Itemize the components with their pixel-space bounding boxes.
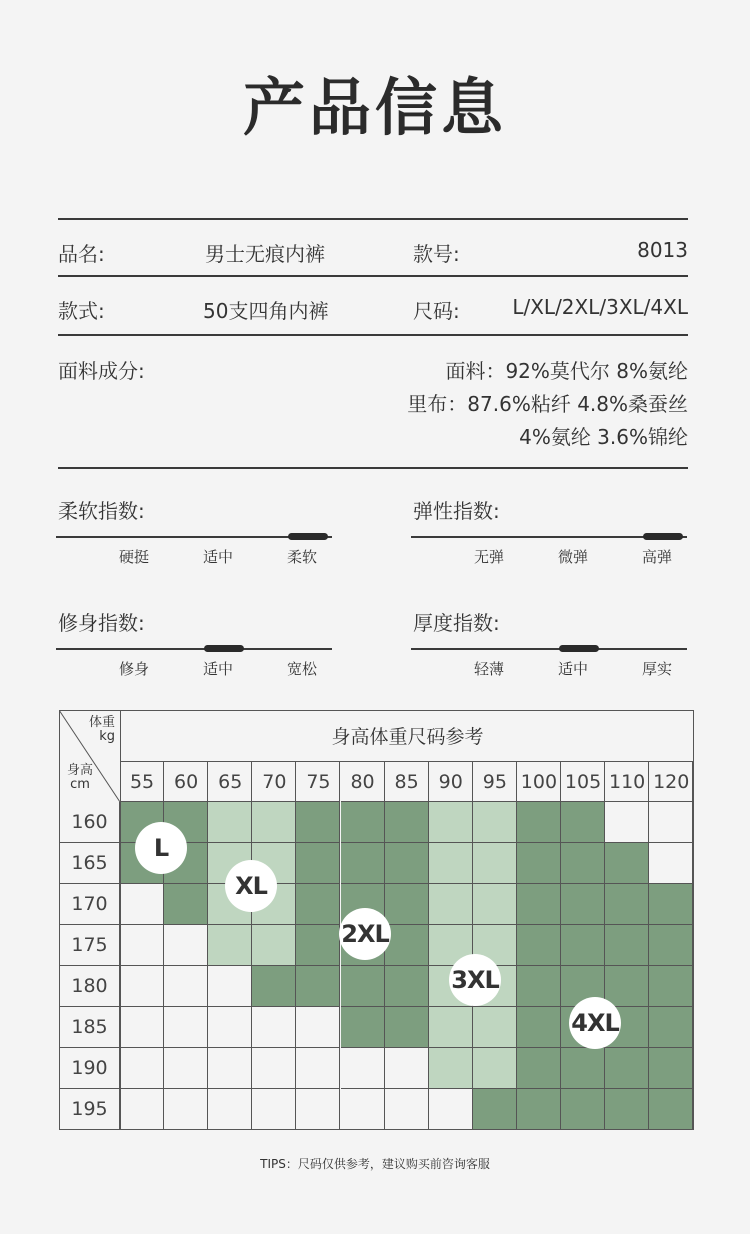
weight-header-label: 85 [394,771,419,793]
size-cell [517,1048,561,1089]
divider [58,334,688,336]
size-table-title: 身高体重尺码参考 [120,710,694,762]
size-cell [605,1089,649,1130]
size-cell [385,1007,429,1048]
size-cell [296,802,340,843]
size-cell [341,966,385,1007]
index-title: 修身指数: [58,611,145,635]
index-tick-label: 适中 [202,548,233,566]
size-cell [473,802,517,843]
size-cell [120,884,164,925]
size-cell [429,1089,473,1130]
size-cell [517,884,561,925]
index-tick-label: 适中 [202,660,233,678]
index-tick-label: 厚实 [641,660,672,678]
size-cell [517,843,561,884]
height-header-label: 160 [71,811,108,833]
size-cell [296,1048,340,1089]
size-cell [429,1007,473,1048]
model-label: 款号: [413,242,460,266]
size-cell [473,1007,517,1048]
size-cell [252,1007,296,1048]
size-cell [341,1048,385,1089]
index-tick-label: 无弹 [473,548,504,566]
size-cell [164,1089,208,1130]
index-indicator [643,533,683,540]
size-badge: XL [225,860,277,912]
tips-text: TIPS：尺码仅供参考，建议购买前咨询客服 [260,1157,490,1171]
size-cell [208,1007,252,1048]
size-cell [517,802,561,843]
name-label: 品名: [58,242,105,266]
weight-header-label: 100 [520,771,558,793]
weight-header-label: 120 [653,771,690,793]
index-tick-label: 硬挺 [118,548,149,566]
index-indicator [204,645,244,652]
size-cell [605,802,649,843]
size-cell [296,1007,340,1048]
fabric-line: 面料：92%莫代尔 8%氨纶 [445,359,688,383]
size-value: L/XL/2XL/3XL/4XL [512,295,688,319]
size-cell [605,884,649,925]
divider [58,275,688,277]
size-cell [120,1089,164,1130]
weight-unit: kg [99,729,115,744]
model-value: 8013 [637,238,688,262]
size-cell [517,1089,561,1130]
weight-header-label: 75 [306,771,331,793]
size-cell [473,884,517,925]
index-tick-label: 修身 [118,660,149,678]
size-cell [341,802,385,843]
index-tick-label: 轻薄 [473,660,504,678]
index-indicator [288,533,328,540]
size-cell [517,1007,561,1048]
size-cell [252,802,296,843]
size-cell [385,884,429,925]
height-header-label: 170 [71,893,108,915]
size-cell [120,1048,164,1089]
weight-header-label: 90 [438,771,463,793]
height-header-label: 185 [71,1016,108,1038]
size-cell [385,925,429,966]
height-header-label: 180 [71,975,108,997]
size-chart [59,710,694,1130]
size-cell [164,884,208,925]
size-cell [296,884,340,925]
size-cell [296,843,340,884]
size-cell [429,884,473,925]
height-unit: cm [70,777,90,792]
size-cell [385,843,429,884]
size-cell [649,843,693,884]
page-title: 产品信息 [242,71,507,144]
size-cell [296,966,340,1007]
size-cell [561,925,605,966]
index-indicator [559,645,599,652]
size-cell [561,884,605,925]
index-tick-label: 柔软 [286,548,317,566]
size-cell [561,802,605,843]
size-cell [385,1048,429,1089]
size-cell [385,1089,429,1130]
size-cell [561,843,605,884]
index-tick-label: 适中 [557,660,588,678]
size-cell [252,1089,296,1130]
size-cell [605,1048,649,1089]
size-cell [429,843,473,884]
size-cell [208,802,252,843]
size-cell [605,843,649,884]
size-badge: 4XL [569,997,621,1049]
weight-label: 体重 [88,715,115,730]
size-cell [208,925,252,966]
height-header-label: 175 [71,934,108,956]
divider [58,467,688,469]
size-cell [164,966,208,1007]
weight-header-label: 55 [129,771,155,793]
size-cell [649,1089,693,1130]
fabric-line: 4%氨纶 3.6%锦纶 [519,425,688,449]
size-cell [649,925,693,966]
size-cell [341,843,385,884]
fabric-label: 面料成分: [58,359,145,383]
index-title: 弹性指数: [413,499,500,523]
weight-header-label: 105 [564,771,602,793]
size-cell [120,1007,164,1048]
size-cell [385,966,429,1007]
size-cell [341,1089,385,1130]
size-cell [252,966,296,1007]
size-cell [561,1089,605,1130]
style-value: 50支四角内裤 [203,299,329,323]
fabric-line: 里布：87.6%粘纤 4.8%桑蚕丝 [407,392,688,416]
size-cell [208,1048,252,1089]
size-cell [649,1048,693,1089]
size-cell [649,966,693,1007]
size-cell [208,1089,252,1130]
size-cell [164,925,208,966]
index-scale-line [411,648,687,650]
size-cell [649,802,693,843]
size-cell [473,843,517,884]
index-scale-line [56,648,332,650]
size-badge: 2XL [339,908,391,960]
weight-header-label: 80 [350,771,375,793]
height-label: 身高 [66,763,93,778]
height-header-label: 165 [71,852,108,874]
size-cell [649,1007,693,1048]
size-cell [296,925,340,966]
size-cell [385,802,429,843]
weight-header-label: 95 [482,771,507,793]
style-label: 款式: [58,299,105,323]
size-cell [252,1048,296,1089]
size-cell [473,1048,517,1089]
weight-header-label: 60 [174,771,199,793]
index-title: 柔软指数: [58,499,145,523]
size-cell [341,1007,385,1048]
size-cell [296,1089,340,1130]
divider [58,218,688,220]
size-cell [429,802,473,843]
size-cell [561,1048,605,1089]
size-cell [473,1089,517,1130]
index-title: 厚度指数: [413,611,500,635]
size-cell [120,966,164,1007]
size-cell [605,925,649,966]
index-tick-label: 宽松 [286,660,317,678]
index-tick-label: 微弹 [557,548,588,566]
size-cell [649,884,693,925]
weight-header-label: 65 [218,771,243,793]
size-cell [605,966,649,1007]
size-badge: 3XL [449,954,501,1006]
weight-header-label: 110 [609,771,646,793]
size-badge: L [135,822,187,874]
height-header-label: 190 [71,1057,108,1079]
size-cell [164,1048,208,1089]
size-cell [517,966,561,1007]
size-cell [429,1048,473,1089]
size-cell [517,925,561,966]
size-cell [208,966,252,1007]
size-cell [252,925,296,966]
index-tick-label: 高弹 [641,548,672,566]
size-cell [120,925,164,966]
size-cell [164,1007,208,1048]
name-value: 男士无痕内裤 [205,242,325,266]
weight-header-label: 70 [262,771,287,793]
size-label: 尺码: [413,299,460,323]
height-header-label: 195 [71,1098,108,1120]
